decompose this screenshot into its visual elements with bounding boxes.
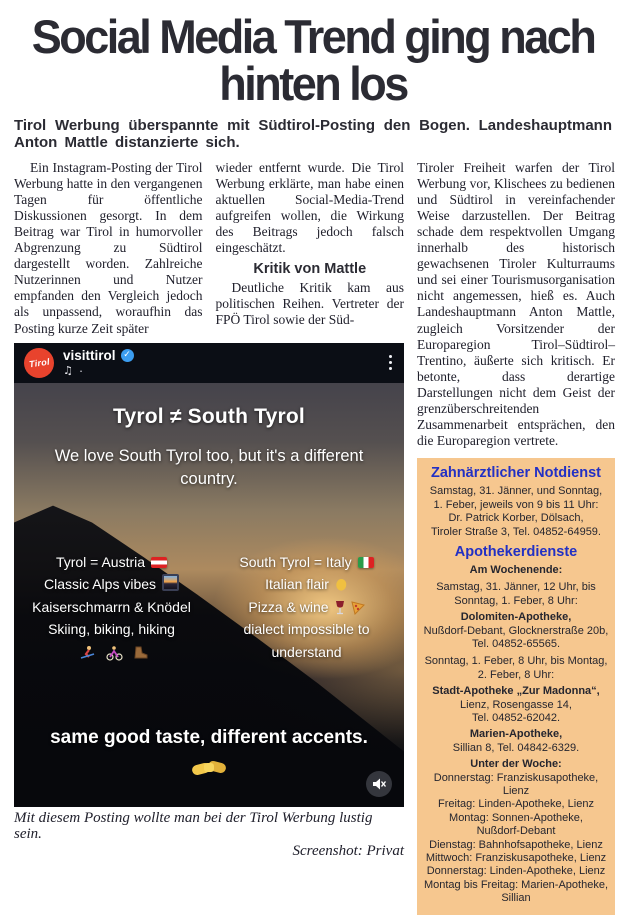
post-line-text: Kaiserschmarrn & Knödel — [32, 598, 191, 615]
info-line: Dr. Patrick Korber, Dölsach, — [448, 512, 584, 525]
info-line: Sillian 8, Tel. 04842-6329. — [452, 741, 580, 754]
service-info-box — [417, 458, 615, 914]
post-line-text: Pizza & wine — [248, 598, 329, 615]
photo-caption — [14, 810, 404, 860]
instagram-post-screenshot — [14, 343, 404, 807]
post-line — [209, 596, 404, 619]
text-columns — [14, 160, 404, 337]
info-line: Nußdorf-Debant, Glocknerstraße 20b, — [423, 624, 609, 637]
body-column-1 — [14, 160, 203, 337]
cyclist-icon — [106, 645, 123, 661]
post-closing-line: same good taste, different accents. — [50, 726, 368, 748]
post-line — [209, 573, 404, 596]
post-line — [14, 573, 209, 596]
italy-flag-icon — [358, 557, 374, 568]
info-line: Donnerstag: Linden-Apotheke, Lienz — [426, 865, 606, 878]
hiking-boot-icon — [133, 645, 149, 660]
post-line-text: Skiing, biking, hiking — [48, 621, 175, 638]
crosshead-kritik-von-mattle: Kritik von Mattle — [253, 261, 367, 278]
post-intro: We love South Tyrol too, but it's a different country. — [54, 446, 364, 488]
verified-badge-icon: ✓ — [121, 349, 134, 362]
article-body — [14, 159, 615, 915]
caption-credit: Screenshot: Privat — [292, 842, 404, 859]
info-line: Mittwoch: Franziskusapotheke, Lienz — [425, 852, 607, 865]
info-line: Lienz, Rosengasse 14, — [460, 698, 572, 711]
south-tyrol-column — [209, 551, 404, 664]
pharmacy-services-heading: Apothekerdienste — [454, 543, 578, 560]
three-dot-menu-icon — [387, 351, 394, 374]
pizza-icon — [351, 601, 365, 615]
info-line: Samstag, 31. Jänner, und Sonntag, — [429, 485, 603, 498]
info-line: Unter der Woche: — [470, 758, 562, 771]
paragraph: Ein Instagram-Posting der Tirol Werbung hatte in den vergangenen Tagen für öffentliche Diskussionen gesorgt. In dem Beitrag war Tirol in humorvoller Abgrenzung zu Südtirol dargestellt worden. Zahlreiche Nutzerinnen und Nutzer empfanden den Vergleich jedoch als unpassend, woraufhin das Posting kurze Zeit später — [14, 159, 203, 336]
body-column-3 — [417, 160, 615, 450]
info-line: Montag: Sonnen-Apotheke, — [449, 811, 583, 824]
post-line-text: South Tyrol = Italy — [239, 553, 352, 570]
info-line: Am Wochenende: — [469, 563, 563, 576]
info-line: Nußdorf-Debant — [476, 825, 556, 838]
post-line-text: Italian flair — [265, 576, 329, 593]
paragraph: Tiroler Freiheit warfen der Tirol Werbung vor, Klischees zu bedienen und Südtirol in vereinfachender Weise darzustellen. Der Beitrag schade dem respektvollen Umgang innerhalb des historisch gewachsenen Tiroler Kulturraums und sei einer Tourismusorganisation nicht angemessen, hieß es. Auch Landeshauptmann Anton Mattle, zugleich Vorsitzender der Europaregion Tirol–Südtirol–Trentino, äußerte sich kritisch. Er betonte, dass derartige Darstellungen nicht dem Geist der grenzüberschreitenden Zusammenarbeit entsprächen, den die Europaregion vertrete. — [417, 159, 615, 449]
info-line: Dienstag: Bahnhofsapotheke, Lienz — [429, 838, 603, 851]
austria-flag-icon — [151, 557, 167, 568]
pinched-fingers-icon — [334, 578, 348, 592]
wine-glass-icon — [334, 600, 346, 615]
article-headline: Social Media Trend ging nach hinten los — [31, 9, 595, 111]
info-line: Donnerstag: Franziskusapotheke, Lienz — [433, 771, 599, 797]
info-line: Sonntag, 1. Feber, 8 Uhr: — [454, 594, 578, 607]
info-line: Tel. 04852-65565. — [471, 637, 561, 650]
info-line: 2. Feber, 8 Uhr: — [477, 668, 555, 681]
post-user-block — [63, 348, 387, 377]
post-line — [14, 596, 209, 619]
info-line: Sonntag, 1. Feber, 8 Uhr, bis Montag, — [424, 655, 608, 668]
post-photo — [14, 383, 404, 807]
info-line: Montag bis Freitag: Marien-Apotheke, Sillian — [423, 878, 609, 905]
paragraph: Deutliche Kritik kam aus politischen Reihen. Vertreter der FPÖ Tirol sowie der Süd- — [215, 280, 404, 328]
handshake-icon — [14, 755, 404, 779]
post-header — [14, 343, 404, 383]
caption-text: Mit diesem Posting wollte man bei der Tirol Werbung lustig sein. — [14, 809, 373, 843]
post-line — [14, 618, 209, 641]
info-line: Dolomiten-Apotheke, — [460, 611, 572, 624]
post-username: visittirol — [63, 348, 116, 364]
info-line: Marien-Apotheke, — [469, 728, 563, 741]
avatar-logo-text: Tirol — [27, 356, 51, 370]
post-line-text: Tyrol = Austria — [55, 553, 146, 570]
skier-icon — [80, 645, 96, 661]
post-line — [14, 551, 209, 574]
post-line-text: Classic Alps vibes — [43, 576, 157, 593]
music-note-icon: ♫ — [63, 364, 73, 378]
body-column-2 — [216, 160, 405, 337]
post-line — [209, 618, 404, 663]
visittirol-avatar — [24, 348, 54, 378]
dental-emergency-heading: Zahnärztlicher Notdienst — [431, 465, 601, 482]
paragraph: wieder entfernt wurde. Die Tirol Werbung erklärte, man habe einen aktuellen Social-Media-Trend aufgreifen wollen, die Wirkung des Beitrags jedoch falsch eingeschätzt. — [215, 159, 404, 256]
info-line: Tel. 04852-62042. — [471, 711, 561, 724]
right-region — [417, 160, 615, 915]
activity-emoji-row — [14, 645, 209, 661]
muted-speaker-icon — [366, 771, 392, 797]
info-line: Samstag, 31. Jänner, 12 Uhr, bis — [436, 581, 596, 594]
post-comparison-columns — [14, 551, 404, 664]
post-line — [209, 551, 404, 574]
post-title: Tyrol ≠ South Tyrol — [113, 404, 305, 428]
post-line-text: dialect impossible to understand — [243, 621, 370, 660]
info-line: 1. Feber, jeweils von 9 bis 11 Uhr: — [433, 498, 599, 511]
article-subheadline: Tirol Werbung überspannte mit Südtirol-Posting den Bogen. Landeshauptmann Anton Mattle distanzierte sich. — [14, 117, 612, 152]
info-line: Freitag: Linden-Apotheke, Lienz — [438, 798, 594, 811]
separator-dot: · — [78, 362, 84, 378]
info-line: Stadt-Apotheke „Zur Madonna“, — [432, 685, 600, 698]
framed-mountain-picture-icon — [162, 574, 179, 591]
info-line: Tiroler Straße 3, Tel. 04852-64959. — [431, 525, 601, 538]
left-region — [14, 160, 404, 915]
tyrol-column — [14, 551, 209, 664]
